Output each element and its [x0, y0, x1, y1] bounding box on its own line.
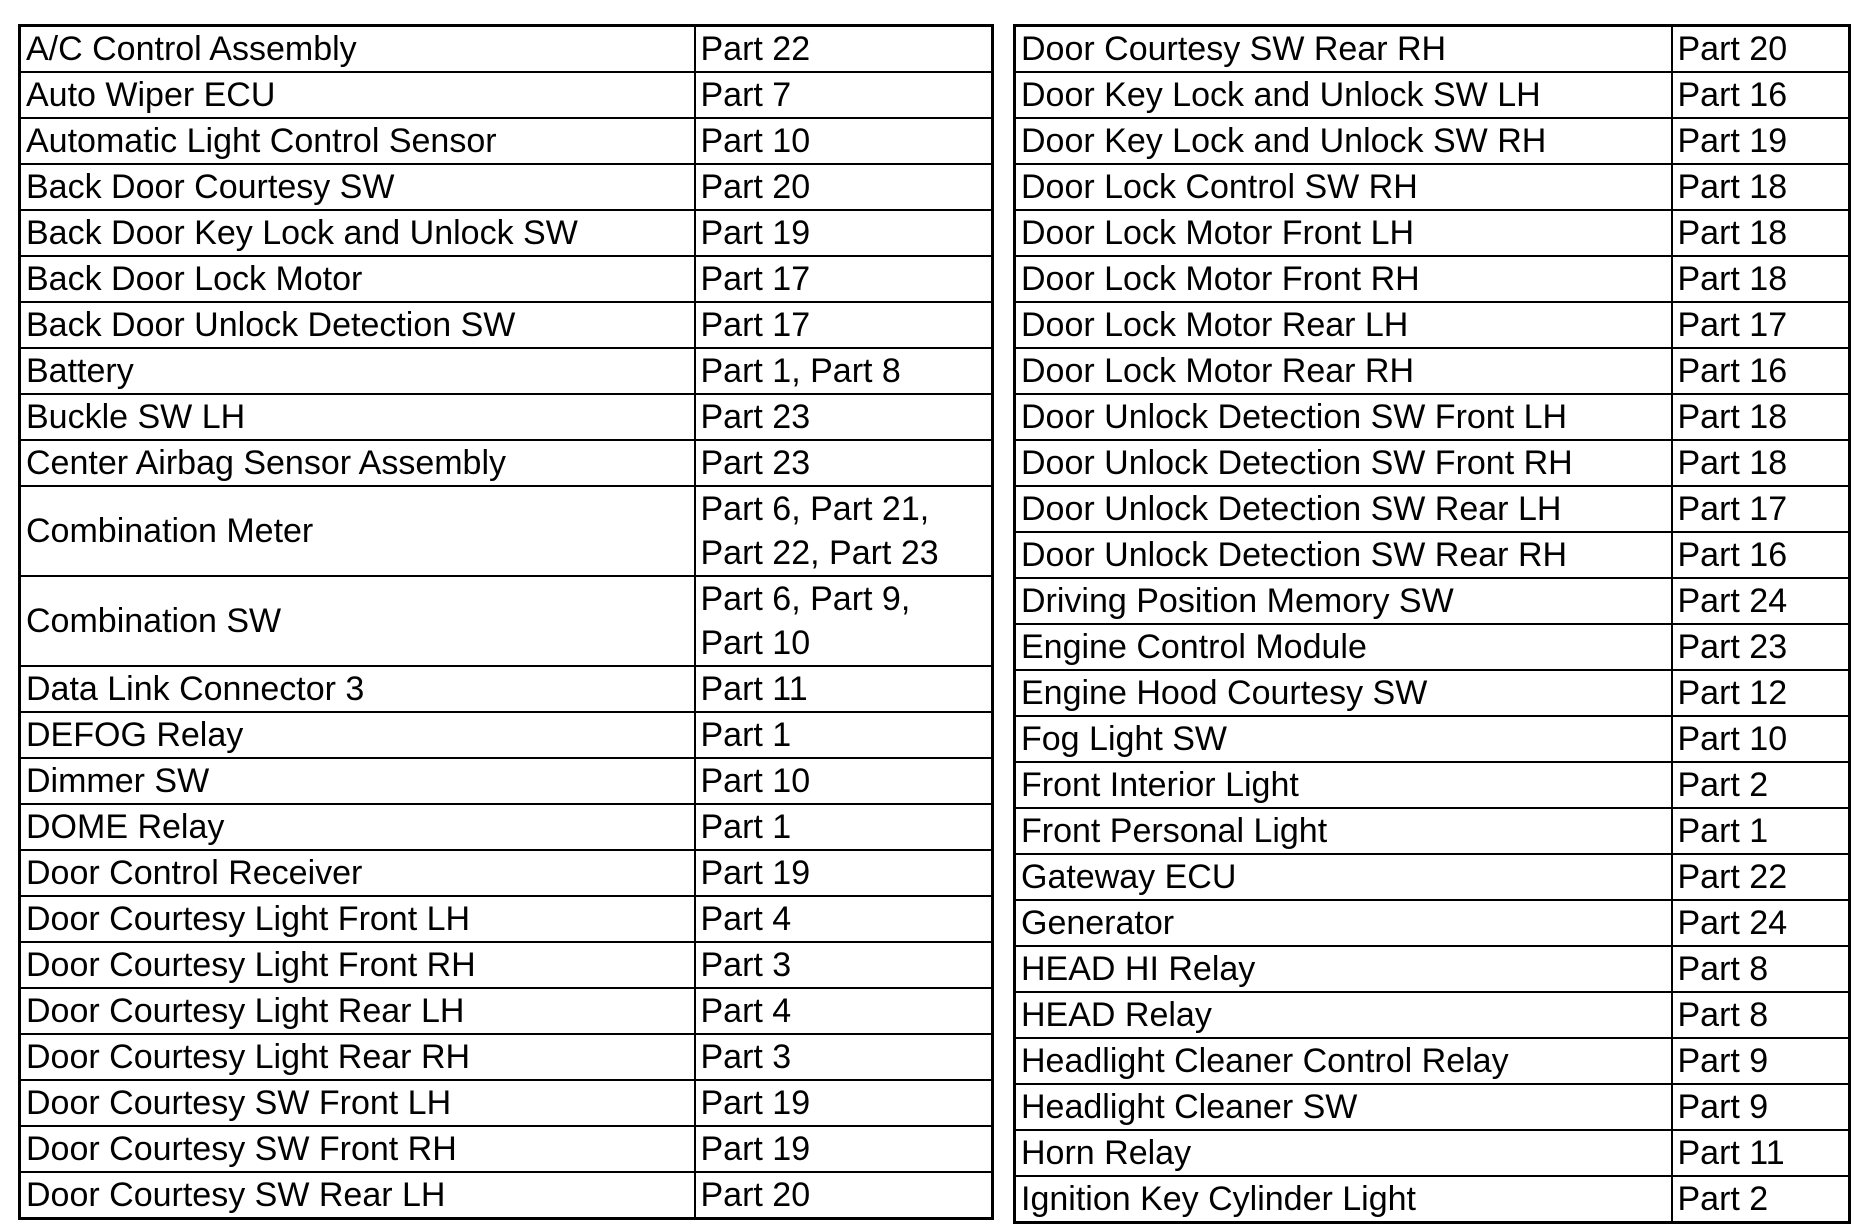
table-row	[20, 988, 993, 1034]
component-name: Center Airbag Sensor Assembly	[20, 440, 695, 486]
component-name: Door Courtesy SW Rear RH	[1015, 26, 1672, 73]
table-row	[1015, 670, 1850, 716]
table-row	[1015, 762, 1850, 808]
part-reference	[695, 118, 993, 164]
part-reference: Part 1	[1672, 808, 1850, 854]
part-reference	[695, 666, 993, 712]
component-index-right-body	[1015, 26, 1850, 1223]
table-row	[1015, 256, 1850, 302]
table-row	[20, 302, 993, 348]
table-row	[1015, 808, 1850, 854]
part-reference: Part 20	[1672, 26, 1850, 73]
component-name: Front Interior Light	[1015, 762, 1672, 808]
component-name: Door Unlock Detection SW Front RH	[1015, 440, 1672, 486]
part-reference-line: Part 23	[700, 444, 811, 482]
component-name: Auto Wiper ECU	[20, 72, 695, 118]
part-reference-line: Part 1	[700, 808, 792, 846]
table-row	[20, 164, 993, 210]
part-reference-line: Part 22	[700, 30, 811, 68]
table-row	[1015, 900, 1850, 946]
component-name: DOME Relay	[20, 804, 695, 850]
table-row	[1015, 578, 1850, 624]
table-row	[1015, 164, 1850, 210]
part-reference-line: Part 1, Part 8	[700, 352, 901, 390]
part-reference-line: Part 19	[700, 1130, 811, 1168]
part-reference	[695, 256, 993, 302]
component-name: Combination SW	[20, 576, 695, 666]
component-name: A/C Control Assembly	[20, 26, 695, 73]
part-reference: Part 12	[1672, 670, 1850, 716]
table-row	[1015, 394, 1850, 440]
table-row	[1015, 532, 1850, 578]
table-row	[20, 1126, 993, 1172]
part-reference-line: Part 3	[700, 1038, 792, 1076]
part-reference	[695, 486, 993, 576]
part-reference: Part 17	[1672, 302, 1850, 348]
part-reference: Part 23	[1672, 624, 1850, 670]
part-reference-line: Part 6, Part 9,	[700, 580, 911, 618]
part-reference-line: Part 10	[700, 762, 811, 800]
part-reference	[695, 988, 993, 1034]
part-reference	[695, 576, 993, 666]
part-reference-line: Part 3	[700, 946, 792, 984]
part-reference: Part 24	[1672, 578, 1850, 624]
part-reference-line: Part 20	[700, 168, 811, 206]
table-row	[20, 256, 993, 302]
part-reference-line: Part 22, Part 23	[700, 534, 939, 572]
component-name: Door Courtesy SW Front RH	[20, 1126, 695, 1172]
part-reference: Part 11	[1672, 1130, 1850, 1176]
part-reference	[695, 850, 993, 896]
component-name: Door Courtesy Light Front RH	[20, 942, 695, 988]
part-reference: Part 19	[1672, 118, 1850, 164]
part-reference	[695, 394, 993, 440]
table-row	[1015, 118, 1850, 164]
part-reference	[695, 302, 993, 348]
part-reference-line: Part 7	[700, 76, 792, 114]
component-name: Door Control Receiver	[20, 850, 695, 896]
component-name: Engine Control Module	[1015, 624, 1672, 670]
table-row	[1015, 716, 1850, 762]
table-row	[20, 1080, 993, 1126]
table-row	[1015, 348, 1850, 394]
part-reference: Part 17	[1672, 486, 1850, 532]
part-reference: Part 22	[1672, 854, 1850, 900]
table-row	[20, 118, 993, 164]
table-row	[20, 440, 993, 486]
part-reference-line: Part 17	[700, 260, 811, 298]
part-reference: Part 18	[1672, 210, 1850, 256]
part-reference: Part 2	[1672, 762, 1850, 808]
part-reference-line: Part 1	[700, 716, 792, 754]
part-reference: Part 9	[1672, 1084, 1850, 1130]
table-row	[1015, 946, 1850, 992]
part-reference-line: Part 23	[700, 398, 811, 436]
component-name: Door Courtesy SW Front LH	[20, 1080, 695, 1126]
component-name: Combination Meter	[20, 486, 695, 576]
part-reference	[695, 712, 993, 758]
table-row	[1015, 486, 1850, 532]
component-name: Back Door Unlock Detection SW	[20, 302, 695, 348]
component-name: HEAD Relay	[1015, 992, 1672, 1038]
table-row	[1015, 1038, 1850, 1084]
table-row	[20, 758, 993, 804]
table-row	[1015, 72, 1850, 118]
part-reference-line: Part 10	[700, 122, 811, 160]
table-row	[1015, 1084, 1850, 1130]
table-row	[20, 712, 993, 758]
part-reference-line: Part 10	[700, 624, 811, 662]
part-reference	[695, 1034, 993, 1080]
part-reference-line: Part 19	[700, 1084, 811, 1122]
part-reference	[695, 440, 993, 486]
component-index-table-left	[18, 24, 994, 1220]
part-reference	[695, 758, 993, 804]
component-name: Driving Position Memory SW	[1015, 578, 1672, 624]
table-row	[20, 210, 993, 256]
table-row	[1015, 1130, 1850, 1176]
part-reference-line: Part 11	[700, 670, 808, 708]
table-row	[1015, 26, 1850, 73]
component-name: Back Door Courtesy SW	[20, 164, 695, 210]
table-row	[1015, 440, 1850, 486]
component-name: Door Lock Motor Rear RH	[1015, 348, 1672, 394]
table-row	[20, 486, 993, 576]
part-reference	[695, 164, 993, 210]
table-row	[1015, 624, 1850, 670]
component-name: Door Courtesy Light Rear LH	[20, 988, 695, 1034]
component-name: Gateway ECU	[1015, 854, 1672, 900]
table-row	[20, 850, 993, 896]
table-row	[20, 804, 993, 850]
part-reference: Part 16	[1672, 72, 1850, 118]
part-reference-line: Part 20	[700, 1176, 811, 1214]
part-reference: Part 18	[1672, 440, 1850, 486]
part-reference-line: Part 6, Part 21,	[700, 490, 930, 528]
component-index-table-right	[1013, 24, 1851, 1224]
part-reference-line: Part 4	[700, 900, 792, 938]
part-reference: Part 16	[1672, 348, 1850, 394]
component-name: Ignition Key Cylinder Light	[1015, 1176, 1672, 1223]
part-reference	[695, 348, 993, 394]
part-reference	[695, 1126, 993, 1172]
part-reference	[695, 896, 993, 942]
part-reference: Part 10	[1672, 716, 1850, 762]
component-name: Door Lock Motor Rear LH	[1015, 302, 1672, 348]
table-row	[1015, 302, 1850, 348]
component-name: Door Unlock Detection SW Front LH	[1015, 394, 1672, 440]
table-row	[1015, 854, 1850, 900]
component-name: Door Courtesy Light Front LH	[20, 896, 695, 942]
component-name: Door Lock Control SW RH	[1015, 164, 1672, 210]
component-name: Back Door Key Lock and Unlock SW	[20, 210, 695, 256]
part-reference	[695, 1080, 993, 1126]
part-reference: Part 18	[1672, 394, 1850, 440]
component-name: Data Link Connector 3	[20, 666, 695, 712]
part-reference	[695, 210, 993, 256]
part-reference: Part 9	[1672, 1038, 1850, 1084]
part-reference: Part 8	[1672, 946, 1850, 992]
component-name: Horn Relay	[1015, 1130, 1672, 1176]
component-name: Door Key Lock and Unlock SW LH	[1015, 72, 1672, 118]
part-reference	[695, 72, 993, 118]
table-row	[20, 666, 993, 712]
component-name: Dimmer SW	[20, 758, 695, 804]
part-reference-line: Part 17	[700, 306, 811, 344]
component-name: Engine Hood Courtesy SW	[1015, 670, 1672, 716]
component-name: Door Lock Motor Front LH	[1015, 210, 1672, 256]
component-name: Battery	[20, 348, 695, 394]
table-row	[20, 896, 993, 942]
component-name: Door Lock Motor Front RH	[1015, 256, 1672, 302]
component-name: Door Unlock Detection SW Rear LH	[1015, 486, 1672, 532]
component-name: DEFOG Relay	[20, 712, 695, 758]
component-name: Door Key Lock and Unlock SW RH	[1015, 118, 1672, 164]
table-row	[20, 1172, 993, 1219]
table-row	[1015, 210, 1850, 256]
part-reference: Part 2	[1672, 1176, 1850, 1223]
component-name: HEAD HI Relay	[1015, 946, 1672, 992]
part-reference	[695, 942, 993, 988]
component-name: Buckle SW LH	[20, 394, 695, 440]
part-reference: Part 18	[1672, 256, 1850, 302]
table-row	[1015, 992, 1850, 1038]
part-reference-line: Part 19	[700, 214, 811, 252]
part-reference	[695, 1172, 993, 1219]
component-name: Generator	[1015, 900, 1672, 946]
table-row	[20, 1034, 993, 1080]
table-row	[20, 576, 993, 666]
part-reference: Part 24	[1672, 900, 1850, 946]
component-name: Headlight Cleaner Control Relay	[1015, 1038, 1672, 1084]
component-name: Back Door Lock Motor	[20, 256, 695, 302]
table-row	[20, 942, 993, 988]
table-row	[20, 26, 993, 73]
part-reference-line: Part 19	[700, 854, 811, 892]
part-reference	[695, 804, 993, 850]
table-row	[20, 72, 993, 118]
part-reference	[695, 26, 993, 73]
component-name: Automatic Light Control Sensor	[20, 118, 695, 164]
component-name: Headlight Cleaner SW	[1015, 1084, 1672, 1130]
part-reference: Part 18	[1672, 164, 1850, 210]
component-name: Front Personal Light	[1015, 808, 1672, 854]
component-name: Fog Light SW	[1015, 716, 1672, 762]
table-row	[20, 348, 993, 394]
component-index-left-body	[20, 26, 993, 1219]
table-row	[20, 394, 993, 440]
part-reference-line: Part 4	[700, 992, 792, 1030]
part-reference: Part 8	[1672, 992, 1850, 1038]
component-name: Door Courtesy SW Rear LH	[20, 1172, 695, 1219]
part-reference: Part 16	[1672, 532, 1850, 578]
component-name: Door Courtesy Light Rear RH	[20, 1034, 695, 1080]
component-name: Door Unlock Detection SW Rear RH	[1015, 532, 1672, 578]
